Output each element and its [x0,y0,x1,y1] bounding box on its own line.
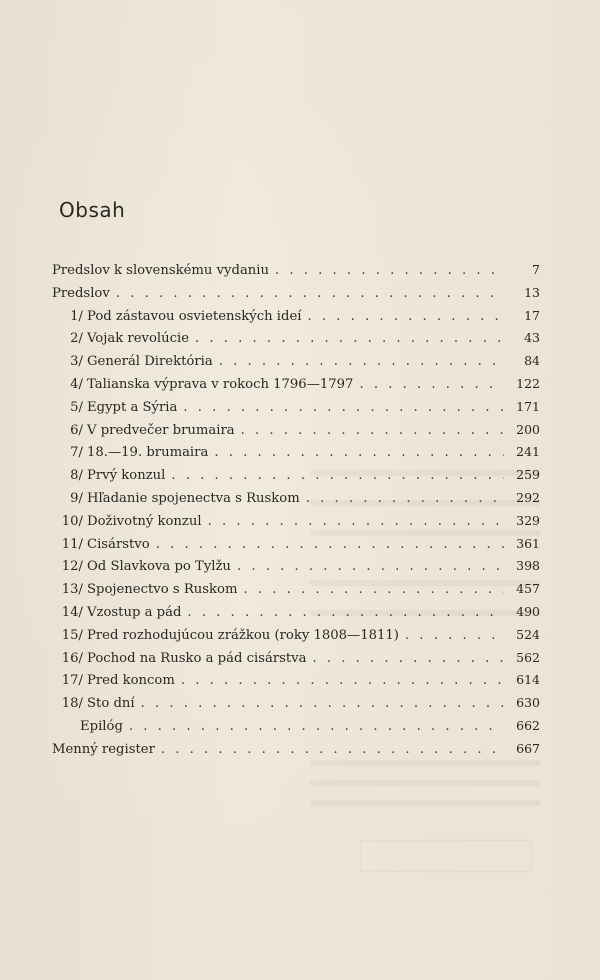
toc-entry-text: V predvečer brumaira [87,422,235,438]
toc-chapter-number: 8/ [70,468,83,484]
toc-entry[interactable] [52,467,540,490]
toc-entry-text: Cisárstvo [87,536,150,552]
toc-entry[interactable] [52,650,540,673]
toc-entry-text: Vojak revolúcie [87,331,190,347]
toc-chapter-number: 14/ [61,604,83,620]
toc-chapter-number: 18/ [61,696,83,712]
toc-page-number: 667 [516,740,540,756]
toc-page-number: 241 [516,444,540,460]
toc-entry-text: Spojenectvo s Ruskom [87,582,238,598]
toc-entry-text: Prvý konzul [87,468,166,484]
toc-page-number: 490 [516,603,540,619]
toc-leader [275,263,504,278]
toc-page-number: 7 [532,262,540,277]
toc-leader [116,286,504,301]
ghost-line [310,800,540,806]
toc-leader [187,605,504,620]
toc-page-number: 361 [516,535,540,551]
toc-entry-text: Pred koncom [87,673,175,689]
toc-chapter-number: 7/ [70,445,83,461]
toc-entry-text: Pod zástavou osvietenských ideí [87,308,302,324]
toc-leader [195,331,504,346]
toc-chapter-number: 6/ [70,422,83,438]
page-title: Obsah [59,198,126,222]
toc-leader [243,582,504,597]
toc-leader [405,628,504,643]
toc-entry-text: 18.—19. brumaira [87,445,209,461]
toc-page-number: 43 [524,330,540,346]
toc-leader [171,468,504,483]
toc-entry[interactable] [52,399,540,422]
toc-entry[interactable] [52,741,540,764]
toc-entry[interactable] [52,444,540,467]
toc-leader [129,719,504,734]
toc-page-number: 524 [516,626,540,642]
toc-entry-text: Egypt a Sýria [87,399,178,415]
toc-chapter-number: 1/ [70,308,83,324]
toc-leader [237,559,504,574]
toc-leader [161,742,504,757]
toc-page-number: 630 [516,695,540,711]
toc-entry-text: Sto dní [87,696,135,712]
toc-entry[interactable] [52,627,540,650]
toc-entry-text: Od Slavkova po Tylžu [87,559,231,575]
toc-chapter-number: 10/ [61,513,83,529]
toc-chapter-number: 13/ [61,582,83,598]
toc-page-number: 292 [516,489,540,505]
toc-page-number: 17 [524,307,540,323]
toc-entry-text: Generál Direktória [87,354,213,370]
toc-page-number: 457 [516,581,540,597]
toc-leader [214,445,504,460]
toc-page-number: 662 [516,717,540,733]
toc-entry[interactable] [52,604,540,627]
toc-entry-text: Doživotný konzul [87,513,202,529]
toc-page-number: 200 [516,421,540,437]
toc-chapter-number: 17/ [61,673,83,689]
toc-leader [307,309,504,324]
toc-chapter-number: 5/ [70,399,83,415]
toc-chapter-number: 12/ [61,559,83,575]
toc-entry-text: Pochod na Rusko a pád cisárstva [87,650,307,666]
toc-leader [183,400,504,415]
toc-chapter-number: 9/ [70,490,83,506]
toc-entry-text: Epilóg [80,718,123,734]
toc-page-number: 398 [516,558,540,574]
toc-leader [181,673,504,688]
toc-entry[interactable] [52,376,540,399]
toc-entry[interactable] [52,695,540,718]
toc-leader [241,423,504,438]
toc-entry[interactable] [52,718,540,741]
toc-page-number: 171 [516,398,540,414]
toc-entry-text: Predslov k slovenskému vydaniu [52,263,270,278]
toc-entry[interactable] [52,513,540,536]
toc-entry-text: Vzostup a pád [87,604,182,620]
toc-page-number: 13 [524,284,540,300]
ghost-box [360,840,532,872]
toc-leader [306,491,504,506]
toc-leader [219,354,504,369]
toc-entry[interactable] [52,308,540,331]
toc-entry-text: Hľadanie spojenectva s Ruskom [87,490,300,506]
toc-page-number: 614 [516,672,540,688]
toc-leader [141,696,504,711]
toc-entry[interactable] [52,330,540,353]
toc-leader [208,514,504,529]
toc-entry[interactable] [52,422,540,445]
toc-entry-text: Pred rozhodujúcou zrážkou (roky 1808—1811) [87,627,399,643]
toc-leader [313,651,505,666]
toc-leader [156,537,504,552]
toc-entry[interactable] [52,353,540,376]
toc-entry-text: Predslov [52,285,110,301]
toc-entry[interactable] [52,262,540,285]
toc-chapter-number: 15/ [61,627,83,643]
toc-page-number: 329 [516,512,540,528]
toc-chapter-number: 16/ [61,650,83,666]
toc-entry-text: Talianska výprava v rokoch 1796—1797 [87,376,354,392]
toc-entry[interactable] [52,672,540,695]
toc-page-number: 84 [524,353,540,369]
toc-entry[interactable] [52,490,540,513]
toc-entry[interactable] [52,558,540,581]
toc-page-number: 259 [516,467,540,483]
toc-chapter-number: 11/ [61,536,83,552]
toc-entry[interactable] [52,285,540,308]
table-of-contents [52,262,540,764]
toc-leader [359,377,504,392]
ghost-line [310,780,540,786]
toc-chapter-number: 3/ [70,354,83,370]
toc-entry[interactable] [52,581,540,604]
toc-entry[interactable] [52,536,540,559]
toc-chapter-number: 2/ [70,331,83,347]
toc-chapter-number: 4/ [70,376,83,392]
toc-page-number: 562 [516,649,540,665]
toc-page-number: 122 [516,375,540,391]
toc-entry-text: Menný register [52,741,155,757]
